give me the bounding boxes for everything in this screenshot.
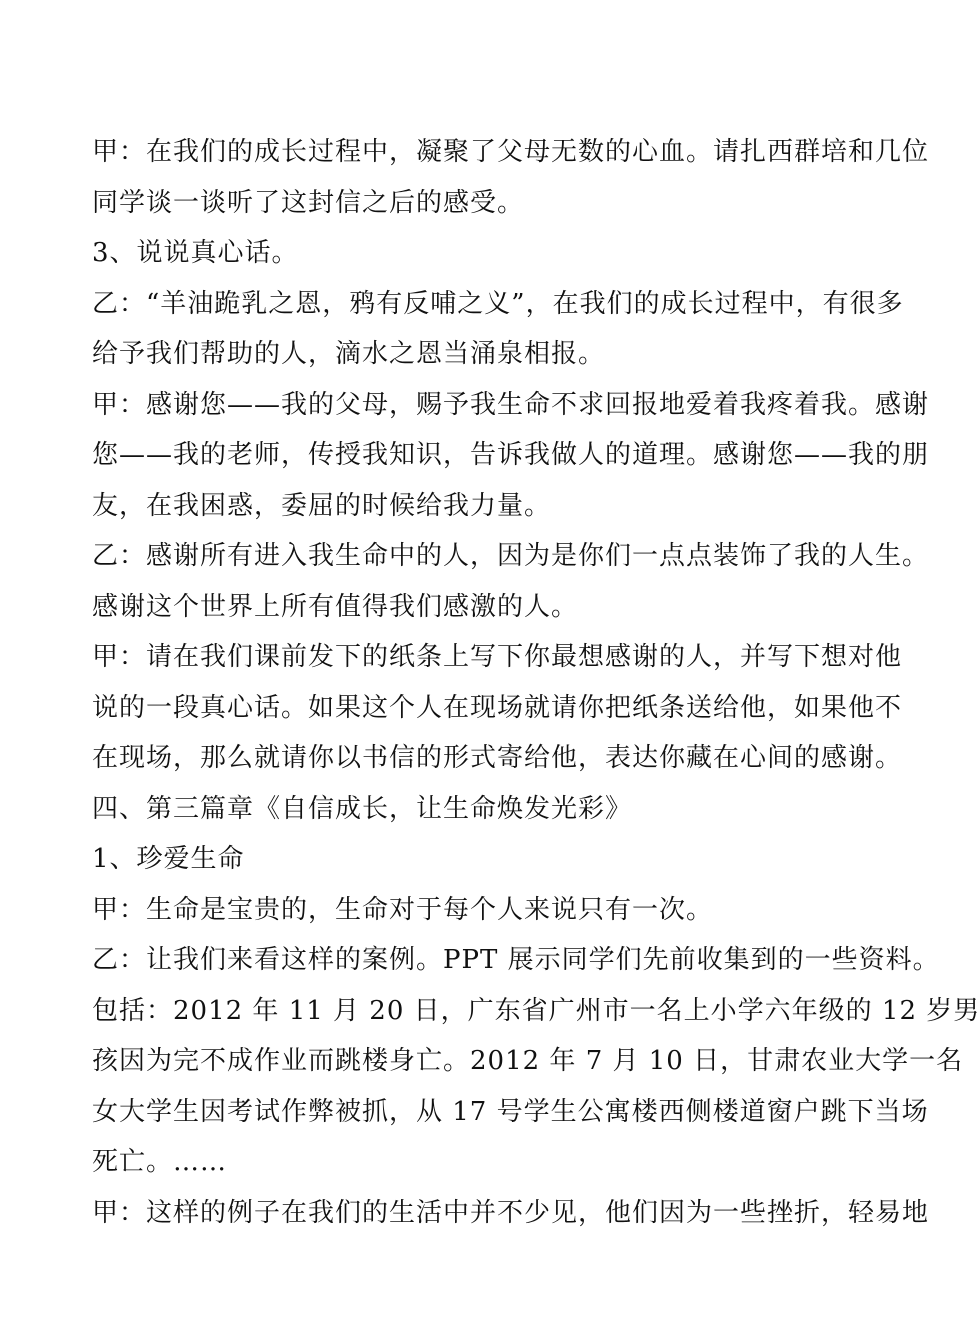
text-line: 包括：2012 年 11 月 20 日，广东省广州市一名上小学六年级的 12 岁男 — [92, 996, 980, 1026]
section-heading: 1、珍爱生命 — [92, 844, 245, 874]
text-line: 甲：这样的例子在我们的生活中并不少见，他们因为一些挫折，轻易地 — [92, 1198, 930, 1228]
text-line: 孩因为完不成作业而跳楼身亡。2012 年 7 月 10 日，甘肃农业大学一名 — [92, 1046, 964, 1076]
text-line: 甲：在我们的成长过程中，凝聚了父母无数的心血。请扎西群培和几位 — [92, 137, 930, 167]
chapter-heading: 四、第三篇章《自信成长，让生命焕发光彩》 — [92, 794, 633, 824]
text-line: 您——我的老师，传授我知识，告诉我做人的道理。感谢您——我的朋 — [92, 440, 930, 470]
text-line: 感谢这个世界上所有值得我们感激的人。 — [92, 592, 579, 622]
text-line: 友，在我困惑，委屈的时候给我力量。 — [92, 491, 552, 521]
text-line: 同学谈一谈听了这封信之后的感受。 — [92, 188, 525, 218]
text-line: 甲：感谢您——我的父母，赐予我生命不求回报地爱着我疼着我。感谢 — [92, 390, 930, 420]
text-line: 甲：生命是宝贵的，生命对于每个人来说只有一次。 — [92, 895, 714, 925]
text-line: 乙：感谢所有进入我生命中的人，因为是你们一点点装饰了我的人生。 — [92, 541, 930, 571]
section-heading: 3、说说真心话。 — [92, 238, 299, 268]
text-line: 乙：“羊油跪乳之恩，鸦有反哺之义”，在我们的成长过程中，有很多 — [92, 289, 904, 319]
text-line: 说的一段真心话。如果这个人在现场就请你把纸条送给他，如果他不 — [92, 693, 903, 723]
text-line: 在现场，那么就请你以书信的形式寄给他，表达你藏在心间的感谢。 — [92, 743, 903, 773]
text-line: 乙：让我们来看这样的案例。PPT 展示同学们先前收集到的一些资料。 — [92, 945, 940, 975]
text-line: 死亡。…… — [92, 1147, 228, 1177]
text-line: 甲：请在我们课前发下的纸条上写下你最想感谢的人，并写下想对他 — [92, 642, 903, 672]
text-line: 给予我们帮助的人，滴水之恩当涌泉相报。 — [92, 339, 606, 369]
text-line: 女大学生因考试作弊被抓，从 17 号学生公寓楼西侧楼道窗户跳下当场 — [92, 1097, 929, 1127]
